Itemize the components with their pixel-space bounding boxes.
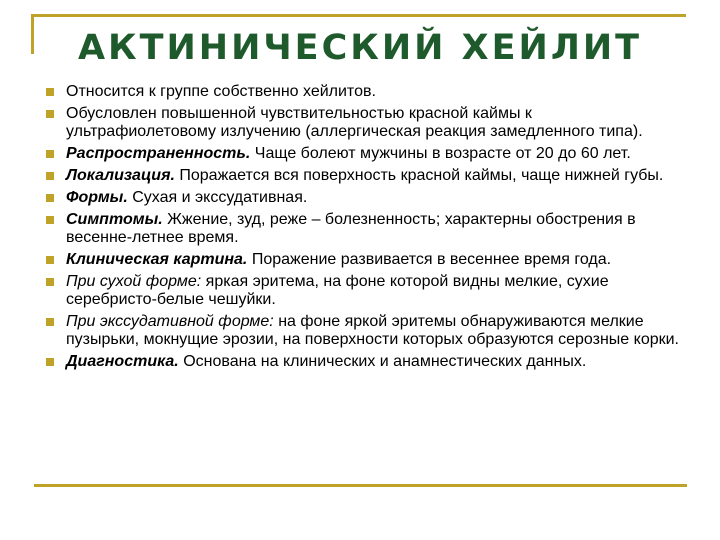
square-bullet-icon [46, 172, 54, 180]
bullet-item [44, 353, 684, 371]
bullet-item [44, 167, 684, 185]
square-bullet-icon [46, 256, 54, 264]
bullet-lead: При сухой форме: [66, 273, 202, 290]
bullet-lead: При экссудативной форме: [66, 313, 274, 330]
bullet-text: Поражение развивается в весеннее время года. [247, 251, 612, 268]
square-bullet-icon [46, 88, 54, 96]
bullet-lead: Формы. [66, 189, 128, 206]
bullet-list [44, 83, 684, 375]
square-bullet-icon [46, 150, 54, 158]
square-bullet-icon [46, 278, 54, 286]
bullet-text: Основана на клинических и анамнестических данных. [178, 353, 587, 370]
bullet-lead: Локализация. [66, 167, 175, 184]
bullet-lead: Диагностика. [66, 353, 179, 370]
slide-title: АКТИНИЧЕСКИЙ ХЕЙЛИТ [77, 28, 643, 68]
bullet-lead: Клиническая картина. [66, 251, 248, 268]
bullet-lead: Распространенность. [66, 145, 251, 162]
bullet-item [44, 313, 684, 349]
bullet-text: Обусловлен повышенной чувствительностью красной каймы к ультрафиолетовому излучению (аллергическая реакция замедленного типа). [66, 105, 643, 140]
bullet-item [44, 189, 684, 207]
accent-top-line [31, 14, 686, 17]
square-bullet-icon [46, 318, 54, 326]
bullet-text: яркая эритема, на фоне которой видны мелкие, сухие серебристо-белые чешуйки. [66, 273, 609, 308]
bullet-item [44, 273, 684, 309]
bullet-text: Относится к группе собственно хейлитов. [66, 83, 376, 100]
bullet-item [44, 211, 684, 247]
square-bullet-icon [46, 358, 54, 366]
bullet-text: Чаще болеют мужчины в возрасте от 20 до 60 лет. [250, 145, 631, 162]
accent-bottom-line [34, 484, 687, 487]
bullet-item [44, 105, 684, 141]
bullet-text: на фоне яркой эритемы обнаруживаются мелкие пузырьки, мокнущие эрозии, на поверхности которых образуются серозные корки. [66, 313, 679, 348]
square-bullet-icon [46, 216, 54, 224]
bullet-text: Сухая и экссудативная. [127, 189, 308, 206]
bullet-item [44, 145, 684, 163]
bullet-text: Поражается вся поверхность красной каймы, чаще нижней губы. [174, 167, 664, 184]
bullet-text: Жжение, зуд, реже – болезненность; характерны обострения в весенне-летнее время. [66, 211, 636, 246]
bullet-lead: Симптомы. [66, 211, 163, 228]
square-bullet-icon [46, 110, 54, 118]
bullet-item [44, 83, 684, 101]
bullet-item [44, 251, 684, 269]
square-bullet-icon [46, 194, 54, 202]
